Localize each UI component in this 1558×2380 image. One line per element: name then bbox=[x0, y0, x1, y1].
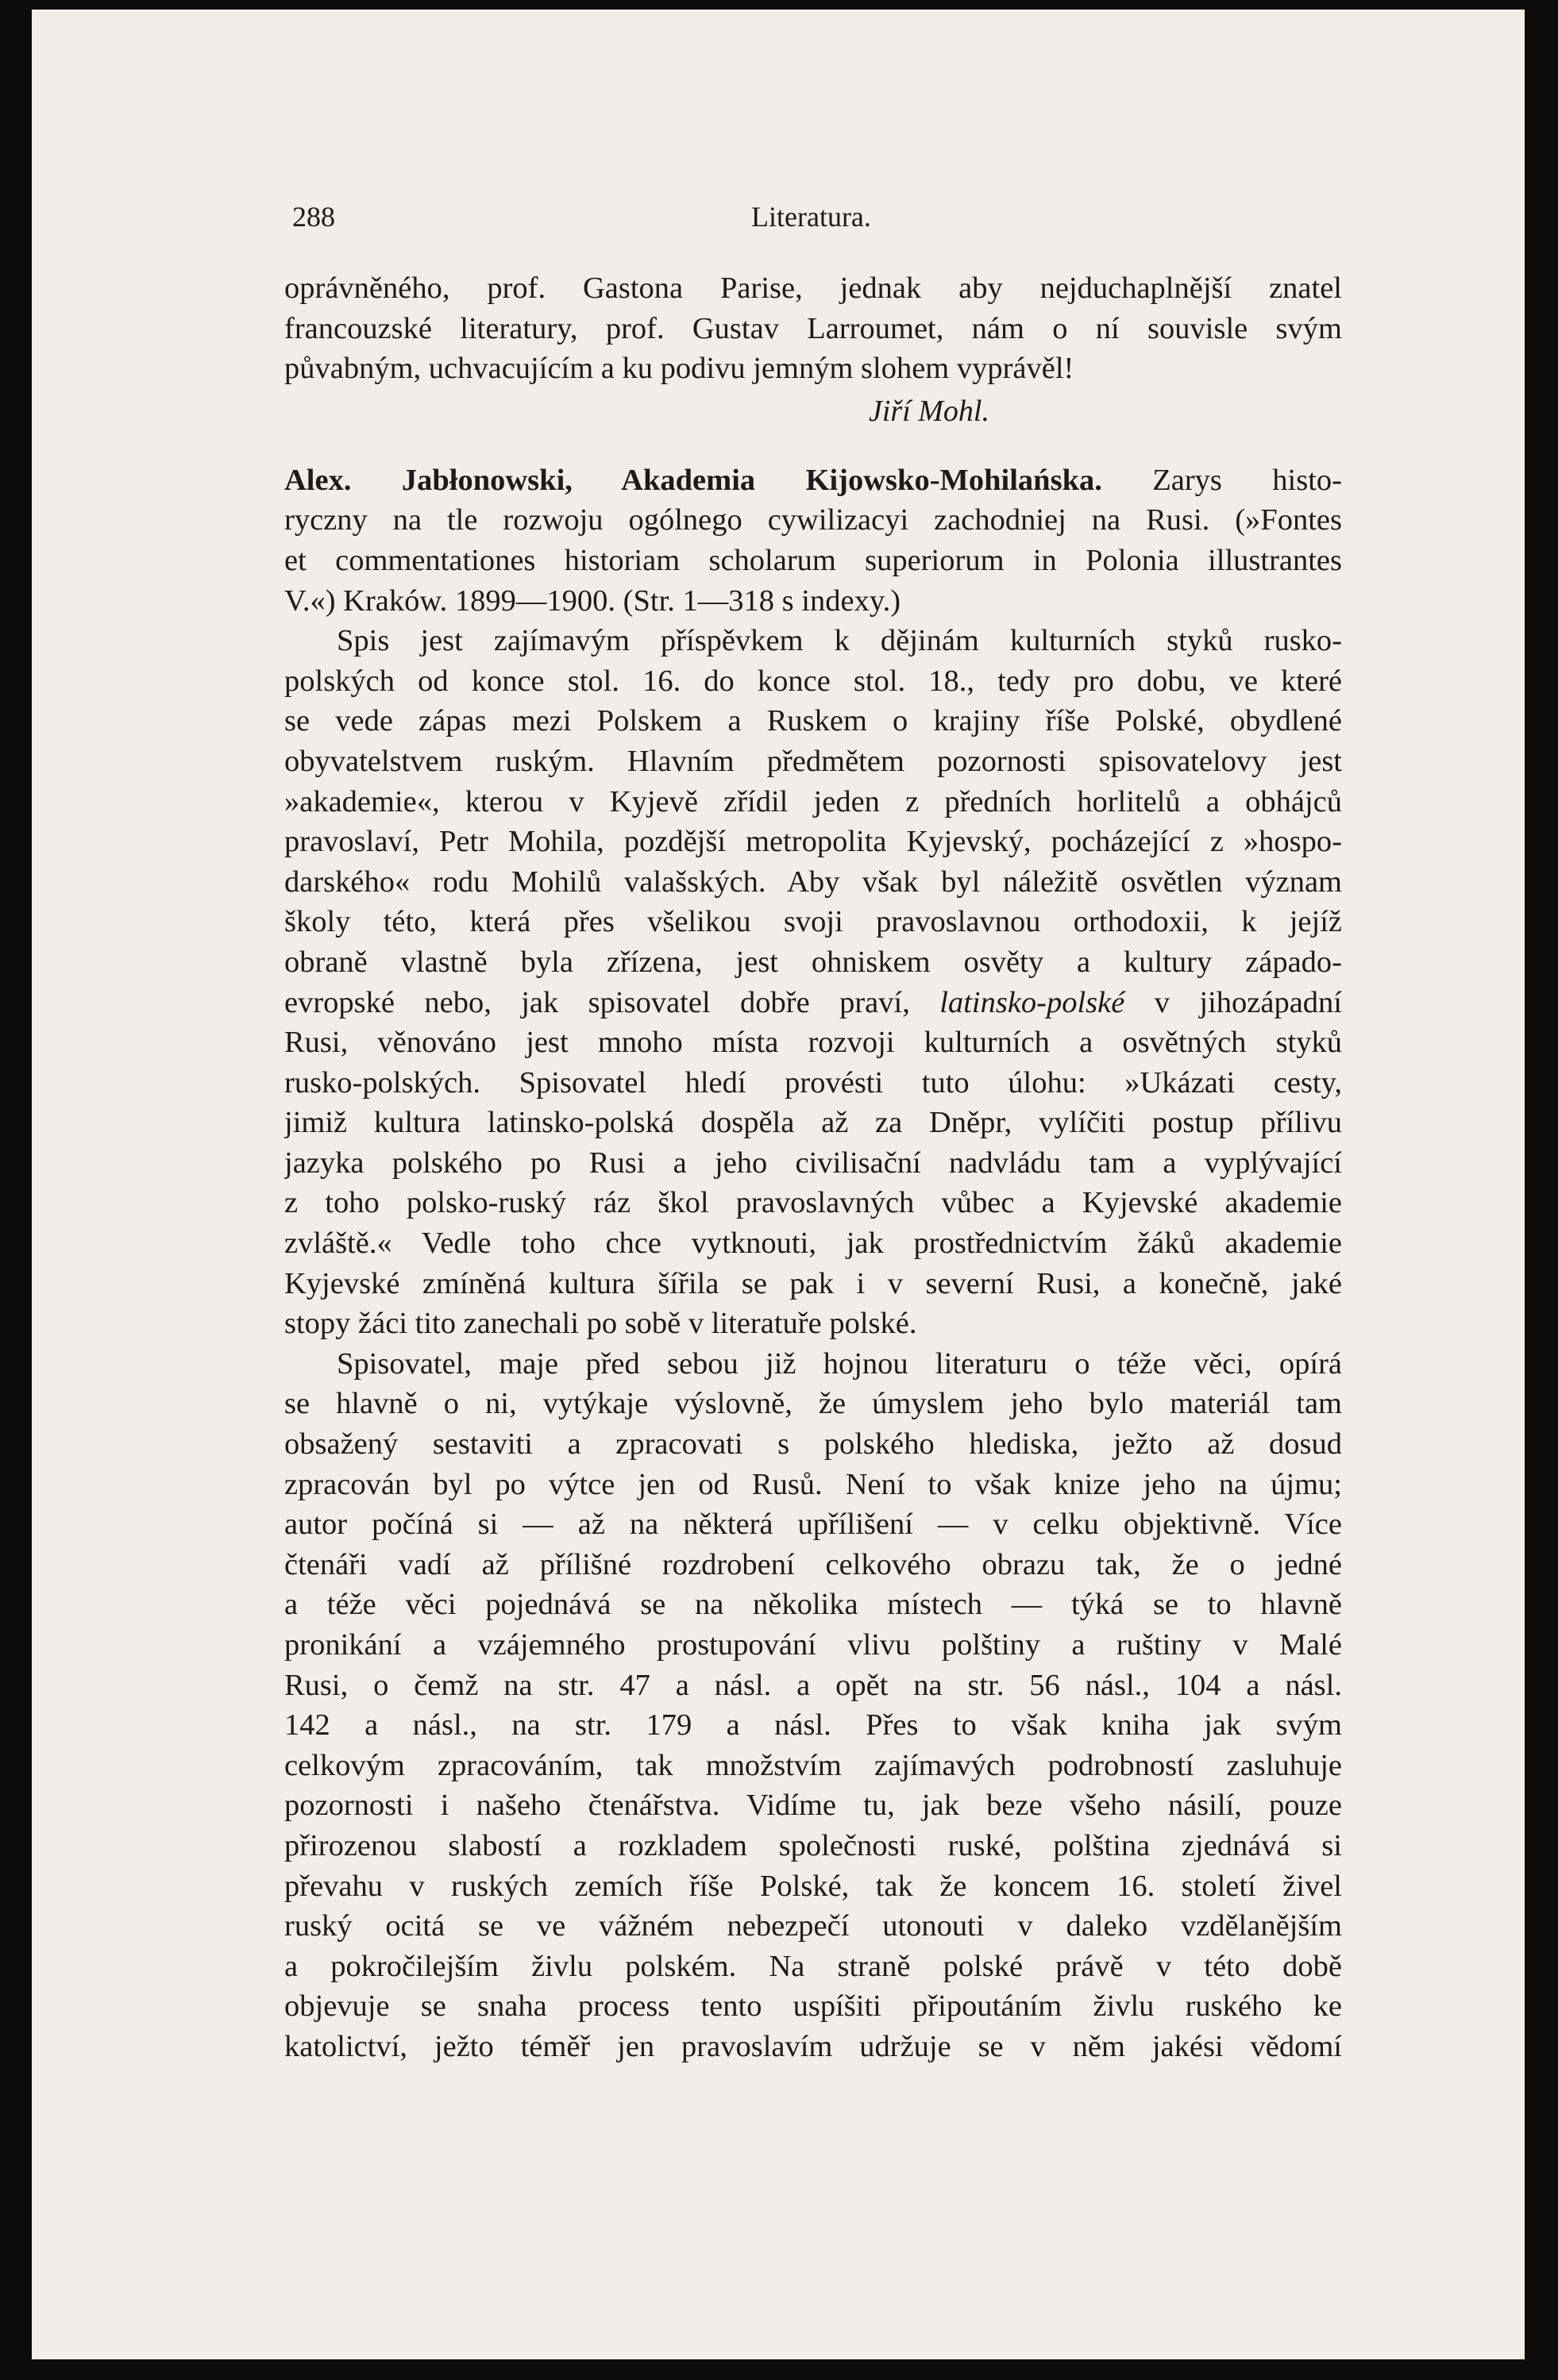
text-fragment: evropské nebo, jak spisovatel dobře praví, bbox=[284, 985, 940, 1019]
text-line-italic bbox=[284, 983, 1342, 1023]
text-line: převahu v ruských zemích říše Polské, tak že koncem 16. století živel bbox=[284, 1869, 1342, 1903]
text-line: katolictví, ježto téměř jen pravoslavím udržuje se v něm jakési vědomí bbox=[284, 2029, 1342, 2063]
running-head bbox=[292, 200, 1325, 248]
text-line: se hlavně o ni, vytýkaje výslovně, že úmyslem jeho bylo materiál tam bbox=[284, 1387, 1342, 1421]
text-line: ryczny na tle rozwoju ogólnego cywilizacyi zachodniej na Rusi. (»Fontes bbox=[284, 503, 1342, 537]
text-line: V.«) Kraków. 1899—1900. (Str. 1—318 s indexy.) bbox=[284, 583, 901, 618]
text-line: obraně vlastně byla zřízena, jest ohniskem osvěty a kultury západo- bbox=[284, 945, 1342, 979]
text-line: rusko-polských. Spisovatel hledí provésti tuto úlohu: »Ukázati cesty, bbox=[284, 1065, 1342, 1099]
text-line: pozornosti i našeho čtenářstva. Vidíme tu, jak beze všeho násilí, pouze bbox=[284, 1789, 1342, 1823]
text-line: stopy žáci tito zanechali po sobě v literatuře polské. bbox=[284, 1307, 917, 1341]
text-line: francouzské literatury, prof. Gustav Larroumet, nám o ní souvisle svým bbox=[284, 311, 1342, 345]
text-fragment: v jihozápadní bbox=[1124, 985, 1342, 1019]
review-entry bbox=[284, 460, 1342, 2067]
text-line: obyvatelstvem ruským. Hlavním předmětem pozornosti spisovatelovy jest bbox=[284, 744, 1342, 778]
text-line: polských od konce stol. 16. do konce stol. 18., tedy pro dobu, ve které bbox=[284, 664, 1342, 698]
text-line: školy této, která přes všelikou svoji pravoslavnou orthodoxii, k jejíž bbox=[284, 905, 1342, 939]
text-line: Rusi, o čemž na str. 47 a násl. a opět na str. 56 násl., 104 a násl. bbox=[284, 1668, 1342, 1702]
text-line: oprávněného, prof. Gastona Parise, jednak aby nejduchaplnější znatel bbox=[284, 272, 1342, 305]
text-line: Kyjevské zmíněná kultura šířila se pak i v severní Rusi, a konečně, jaké bbox=[284, 1266, 1342, 1300]
italic-term: latinsko-polské bbox=[939, 985, 1125, 1019]
page-body bbox=[284, 268, 1342, 2067]
text-line: se vede zápas mezi Polskem a Ruskem o krajiny říše Polské, obydlené bbox=[284, 704, 1342, 738]
text-line: »akademie«, kterou v Kyjevě zřídil jeden z předních horlitelů a obhájců bbox=[284, 784, 1342, 818]
text-line: přirozenou slabostí a rozkladem společnosti ruské, polština zjednává si bbox=[284, 1828, 1342, 1862]
text-line: pronikání a vzájemného prostupování vlivu polštiny a ruštiny v Malé bbox=[284, 1628, 1342, 1662]
page-number: 288 bbox=[292, 201, 335, 233]
review-heading-rest: Zarys histo- bbox=[1101, 463, 1342, 497]
text-line: a pokročilejším živlu polském. Na straně polské právě v této době bbox=[284, 1949, 1342, 1983]
review-author-title: Alex. Jabłonowski, Akademia Kijowsko-Mohilańska. bbox=[284, 463, 1102, 497]
text-line: a téže věci pojednává se na několika místech — týká se to hlavně bbox=[284, 1588, 1342, 1622]
text-line: objevuje se snaha process tento uspíšiti připoutáním živlu ruského ke bbox=[284, 1989, 1342, 2024]
text-line: Rusi, věnováno jest mnoho místa rozvoji kulturních a osvětných styků bbox=[284, 1026, 1342, 1060]
text-line: zpracován byl po výtce jen od Rusů. Není to však knize jeho na újmu; bbox=[284, 1467, 1342, 1501]
text-line: darského« rodu Mohilů valašských. Aby však byl náležitě osvětlen význam bbox=[284, 865, 1342, 899]
book-page bbox=[32, 10, 1525, 2359]
text-line: et commentationes historiam scholarum superiorum in Polonia illustrantes bbox=[284, 543, 1342, 577]
text-line: ruský ocitá se ve vážném nebezpečí utonouti v daleko vzdělanějším bbox=[284, 1909, 1342, 1943]
text-line: z toho polsko-ruský ráz škol pravoslavných vůbec a Kyjevské akademie bbox=[284, 1186, 1342, 1220]
text-line: Spisovatel, maje před sebou již hojnou literaturu o téže věci, opírá bbox=[337, 1346, 1342, 1381]
text-line: Spis jest zajímavým příspěvkem k dějinám kulturních styků rusko- bbox=[337, 624, 1342, 658]
text-line: pravoslaví, Petr Mohila, pozdější metropolita Kyjevský, pocházející z »hospo- bbox=[284, 825, 1342, 859]
text-line: celkovým zpracováním, tak množstvím zajímavých podrobností zasluhuje bbox=[284, 1748, 1342, 1782]
section-gap bbox=[284, 433, 1342, 460]
text-line: zvláště.« Vedle toho chce vytknouti, jak prostřednictvím žáků akademie bbox=[284, 1227, 1342, 1261]
text-line: čtenáři vadí až přílišné rozdrobení celkového obrazu tak, že o jedné bbox=[284, 1547, 1342, 1581]
text-line: jazyka polského po Rusi a jeho civilisační nadvládu tam a vyplývající bbox=[284, 1146, 1342, 1180]
text-line: autor počíná si — až na některá upřílišení — v celku objektivně. Více bbox=[284, 1508, 1342, 1542]
review-heading bbox=[284, 460, 1342, 501]
text-line: 142 a násl., na str. 179 a násl. Přes to však kniha jak svým bbox=[284, 1708, 1342, 1743]
text-line: jimiž kultura latinsko-polská dospěla až za Dněpr, vylíčiti postup přílivu bbox=[284, 1106, 1342, 1140]
signature: Jiří Mohl. bbox=[869, 394, 989, 428]
text-line: půvabným, uchvacujícím a ku podivu jemným slohem vyprávěl! bbox=[284, 352, 1074, 386]
section-title: Literatura. bbox=[751, 201, 871, 233]
closing-paragraph bbox=[284, 268, 1342, 389]
text-line: obsažený sestaviti a zpracovati s polského hlediska, ježto až dosud bbox=[284, 1427, 1342, 1462]
